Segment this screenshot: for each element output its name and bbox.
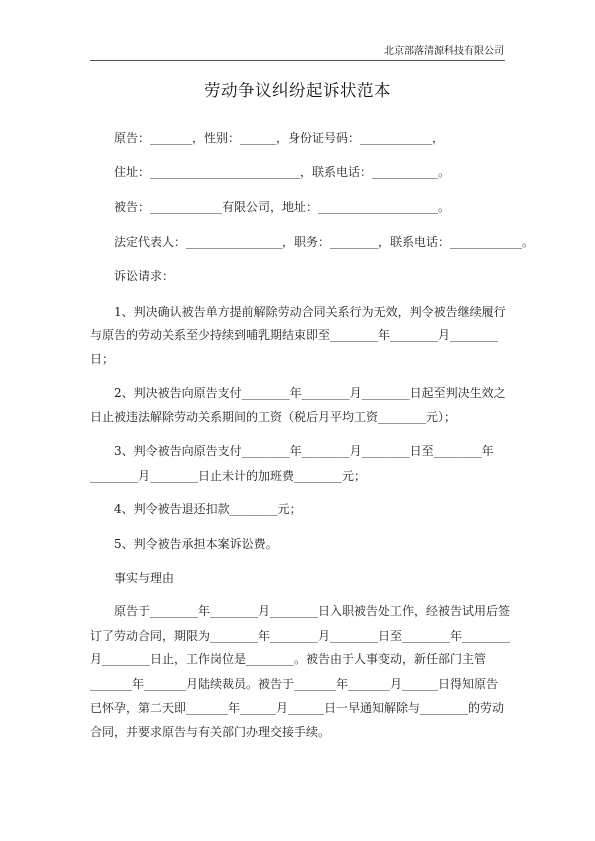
claim-item-4: 4、判令被告退还扣款________元； — [114, 502, 302, 516]
claims-heading: 诉讼请求： — [114, 269, 175, 283]
claim-item-5: 5、判令被告承担本案诉讼费。 — [114, 537, 278, 551]
header-company-name: 北京部落清源科技有限公司 — [384, 46, 504, 57]
legal-representative-line: 法定代表人：________________，职务：________，联系电话：____________。 — [114, 235, 535, 249]
facts-line-2: 订了劳动合同，期限为________年________月________日至________年________ — [90, 629, 511, 643]
claim-item-1-line-2: 与原告的劳动关系至少持续到哺乳期结束即至________年________月________ — [90, 328, 499, 342]
claim-item-2-line-2: 日止被违法解除劳动关系期间的工资（税后月平均工资________元）； — [90, 410, 457, 424]
facts-heading: 事实与理由 — [114, 571, 175, 585]
claim-item-2-line-1: 2、判决被告向原告支付________年________月________日起至判决生效之 — [114, 386, 506, 400]
facts-line-1: 原告于________年________月________日入职被告处工作，经被告试用后签 — [114, 604, 511, 618]
claim-item-1-line-1: 1、判决确认被告单方提前解除劳动合同关系行为无效，判令被告继续履行 — [114, 305, 506, 319]
claim-item-3-line-2: ________月________日止未计的加班费________元； — [90, 469, 367, 483]
facts-line-5: 已怀孕，第二天即_______年______月______日一早通知解除与________的劳动 — [90, 701, 505, 715]
address-line: 住址：_________________________，联系电话：___________。 — [114, 165, 451, 179]
facts-line-4: _______年_______月陆续裁员。被告于_______年_______月______日得知原告 — [90, 677, 499, 691]
plaintiff-line: 原告：_______，性别：______，身份证号码：____________， — [114, 131, 445, 145]
facts-line-6: 合同，并要求原告与有关部门办理交接手续。 — [90, 725, 331, 739]
defendant-line: 被告：____________有限公司，地址：____________________。 — [114, 200, 451, 214]
document-title: 劳动争议纠纷起诉状范本 — [204, 81, 391, 100]
claim-item-1-line-3: 日； — [90, 352, 115, 366]
facts-line-3: 月________日止，工作岗位是________。被告由于人事变动，新任部门主管 — [90, 652, 487, 666]
claim-item-3-line-1: 3、判令被告向原告支付________年________月________日至________年 — [114, 444, 494, 458]
header-divider — [90, 60, 505, 61]
